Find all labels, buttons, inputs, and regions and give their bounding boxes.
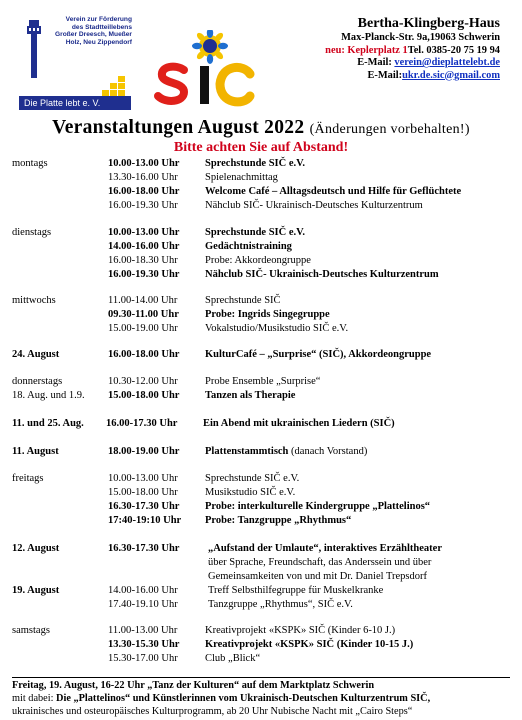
schedule-row xyxy=(0,584,522,598)
event-title: Sprechstunde SIČ e.V. xyxy=(205,473,300,484)
schedule-time: 16.00-18.00 Uhr xyxy=(108,349,180,360)
schedule-day: montags xyxy=(12,158,48,169)
schedule-time: 10.00-13.00 Uhr xyxy=(108,158,180,169)
title-note: (Änderungen vorbehalten!) xyxy=(309,122,470,137)
schedule-event xyxy=(205,652,260,666)
schedule-row xyxy=(0,556,522,570)
schedule-day: 11. und 25. Aug. xyxy=(12,418,84,429)
schedule-row xyxy=(0,268,522,282)
event-title: Kreativprojekt «KSPK» SIČ (Kinder 10-15 J.) xyxy=(205,639,414,650)
schedule-day: mittwochs xyxy=(12,295,56,306)
schedule-event xyxy=(205,624,395,638)
footer-line-3: ukrainisches und osteuropäisches Kulturprogramm, ab 20 Uhr Nubische Nacht mit „Cairo Steps“ xyxy=(12,706,413,717)
event-title: Club „Blick“ xyxy=(205,653,261,664)
footer-line-2 xyxy=(12,692,517,706)
event-title: Probe: Tanzgruppe „Rhythmus“ xyxy=(205,515,352,526)
event-title: Treff Selbsthilfegruppe für Muskelkranke xyxy=(208,585,384,596)
schedule-event xyxy=(205,199,423,213)
footer-divider xyxy=(12,677,510,678)
schedule-time: 13.30-16.00 Uhr xyxy=(108,172,178,183)
schedule-row xyxy=(0,185,522,199)
schedule-event xyxy=(205,254,311,268)
event-title: Spielenachmittag xyxy=(205,172,278,183)
schedule-event xyxy=(205,445,367,459)
org-phone-line xyxy=(296,45,500,58)
schedule-event xyxy=(205,268,439,282)
verein-line: des Stadtteillebens xyxy=(71,23,132,31)
verein-line: Verein zur Förderung xyxy=(65,16,132,23)
verein-text xyxy=(48,16,132,46)
schedule-row xyxy=(0,322,522,336)
verein-line: Holz, Neu Zippendorf xyxy=(65,38,132,46)
schedule-row xyxy=(0,199,522,213)
schedule-time: 13.30-15.30 Uhr xyxy=(108,639,180,650)
schedule-time: 15.30-17.00 Uhr xyxy=(108,653,178,664)
new-address: neu: Keplerplatz 1 xyxy=(325,44,408,56)
schedule-event xyxy=(205,348,431,362)
schedule-row xyxy=(0,472,522,486)
schedule-row xyxy=(0,254,522,268)
schedule-row xyxy=(0,348,522,362)
schedule-event xyxy=(205,294,281,308)
event-title: Sprechstunde SIČ e.V. xyxy=(205,158,305,169)
schedule-time: 17:40-19:10 Uhr xyxy=(108,515,182,526)
schedule-event xyxy=(205,226,305,240)
schedule-event xyxy=(208,570,427,584)
schedule-event xyxy=(203,417,395,431)
schedule-row xyxy=(0,171,522,185)
page-title xyxy=(0,117,522,139)
schedule-row xyxy=(0,500,522,514)
verein-line: Großer Dreesch, Mueßer xyxy=(55,31,132,39)
schedule-row xyxy=(0,445,522,459)
schedule-event xyxy=(205,185,461,199)
org-contact xyxy=(296,16,500,82)
schedule-event xyxy=(205,308,330,322)
schedule-row xyxy=(0,652,522,666)
phone: Tel. 0385-20 75 19 94 xyxy=(407,44,500,56)
event-title: KulturCafé – „Surprise“ (SIČ), Akkordeongruppe xyxy=(205,349,432,360)
event-title: Probe: Ingrids Singegruppe xyxy=(205,309,330,320)
distance-notice: Bitte achten Sie auf Abstand! xyxy=(173,140,349,155)
email-label: E-Mail: xyxy=(367,69,403,81)
footer-bold: Die „Plattelinos“ und Künstlerinnen vom Ukrainisch-Deutschen Kulturzentrum SIČ, xyxy=(56,693,431,704)
schedule-row xyxy=(0,514,522,528)
schedule-time: 14.00-16.00 Uhr xyxy=(108,241,180,252)
event-title: „Aufstand der Umlaute“, interaktives Erzähltheater xyxy=(208,543,442,554)
schedule-day: donnerstags xyxy=(12,376,63,387)
schedule-time: 16.00-19.30 Uhr xyxy=(108,269,180,280)
event-title: Tanzgruppe „Rhythmus“, SIČ e.V. xyxy=(208,599,353,610)
schedule-time: 15.00-19.00 Uhr xyxy=(108,323,178,334)
org-name: Bertha-Klingberg-Haus xyxy=(357,16,500,31)
schedule-day: 12. August xyxy=(12,543,60,554)
schedule-event xyxy=(205,375,320,389)
schedule-day: 24. August xyxy=(12,349,60,360)
schedule-day: 18. Aug. und 1.9. xyxy=(12,390,85,401)
schedule-row xyxy=(0,375,522,389)
schedule-time: 11.00-13.00 Uhr xyxy=(108,625,178,636)
schedule-day: freitags xyxy=(12,473,44,484)
footer-prefix: mit dabei: xyxy=(12,693,57,704)
schedule-time: 16.00-19.30 Uhr xyxy=(108,200,178,211)
schedule-time: 16.00-18.00 Uhr xyxy=(108,186,180,197)
event-title: Nähclub SIČ- Ukrainisch-Deutsches Kulturzentrum xyxy=(205,200,423,211)
schedule-event xyxy=(205,171,278,185)
schedule-time: 10.00-13.00 Uhr xyxy=(108,473,178,484)
schedule-time: 10.30-12.00 Uhr xyxy=(108,376,178,387)
schedule-event xyxy=(205,389,295,403)
event-title: Nähclub SIČ- Ukrainisch-Deutsches Kulturzentrum xyxy=(205,269,439,280)
schedule-day: samstags xyxy=(12,625,50,636)
sic-logo xyxy=(150,30,260,110)
schedule-time: 14.00-16.00 Uhr xyxy=(108,585,178,596)
email-label: E-Mail: xyxy=(357,57,395,68)
event-title: Gedächtnistraining xyxy=(205,241,292,252)
schedule-event xyxy=(205,322,348,336)
event-title: Ein Abend mit ukrainischen Liedern (SIČ) xyxy=(203,418,395,429)
schedule-event xyxy=(205,157,305,171)
schedule-row xyxy=(0,624,522,638)
schedule-row xyxy=(0,417,522,431)
tv-tower-icon xyxy=(26,20,42,80)
event-title: Probe: interkulturelle Kindergruppe „Plattelinos“ xyxy=(205,501,431,512)
event-note: (danach Vorstand) xyxy=(288,446,368,457)
schedule-time: 16.30-17.30 Uhr xyxy=(108,501,180,512)
schedule-event xyxy=(205,514,351,528)
schedule-time: 11.00-14.00 Uhr xyxy=(108,295,178,306)
event-title: Plattenstammtisch xyxy=(205,446,289,457)
schedule-day: dienstags xyxy=(12,227,52,238)
schedule-row xyxy=(0,542,522,556)
email-link-verein[interactable]: verein@dieplattelebt.de xyxy=(394,57,500,68)
event-title: Gemeinsamkeiten von und mit Dr. Daniel Trepsdorf xyxy=(208,571,428,582)
event-title: Probe Ensemble „Surprise“ xyxy=(205,376,321,387)
schedule-row xyxy=(0,598,522,612)
schedule-row xyxy=(0,157,522,171)
event-title: Vokalstudio/Musikstudio SIČ e.V. xyxy=(205,323,349,334)
schedule-time: 15.00-18.00 Uhr xyxy=(108,487,178,498)
schedule-event xyxy=(205,240,292,254)
platte-lebt-label: Die Platte lebt e. V. xyxy=(19,96,131,110)
event-title: über Sprache, Freundschaft, das Anderssein und über xyxy=(208,557,432,568)
schedule-event xyxy=(205,500,430,514)
schedule-row xyxy=(0,226,522,240)
schedule-time: 09.30-11.00 Uhr xyxy=(108,309,179,320)
schedule-time: 15.00-18.00 Uhr xyxy=(108,390,180,401)
schedule-event xyxy=(208,584,383,598)
schedule-time: 16.30-17.30 Uhr xyxy=(108,543,180,554)
title-text: Veranstaltungen August 2022 xyxy=(52,117,305,138)
email-line-2 xyxy=(296,70,500,83)
schedule-time: 16.00-17.30 Uhr xyxy=(106,418,178,429)
schedule-row xyxy=(0,389,522,403)
schedule-event xyxy=(205,486,295,500)
event-title: Welcome Café – Alltagsdeutsch und Hilfe für Geflüchtete xyxy=(205,186,462,197)
event-title: Sprechstunde SIČ xyxy=(205,295,281,306)
schedule-row xyxy=(0,570,522,584)
schedule-row xyxy=(0,308,522,322)
schedule-event xyxy=(208,598,353,612)
event-title: Kreativprojekt «KSPK» SIČ (Kinder 6-10 J.) xyxy=(205,625,396,636)
schedule-event xyxy=(205,638,413,652)
email-line-1 xyxy=(296,57,500,70)
schedule-time: 16.00-18.30 Uhr xyxy=(108,255,178,266)
schedule-day: 11. August xyxy=(12,446,59,457)
event-title: Tanzen als Therapie xyxy=(205,390,296,401)
email-link-sic[interactable]: ukr.de.sic@gmail.com xyxy=(402,69,500,81)
schedule-event xyxy=(208,542,442,556)
event-title: Probe: Akkordeongruppe xyxy=(205,255,311,266)
schedule-row xyxy=(0,486,522,500)
schedule-event xyxy=(205,472,299,486)
schedule-row xyxy=(0,638,522,652)
schedule-time: 17.40-19.10 Uhr xyxy=(108,599,178,610)
footer-line-1: Freitag, 19. August, 16-22 Uhr „Tanz der Kulturen“ auf dem Marktplatz Schwerin xyxy=(12,680,375,691)
yellow-blocks-icon xyxy=(96,76,130,96)
event-title: Sprechstunde SIČ e.V. xyxy=(205,227,305,238)
org-address: Max-Planck-Str. 9a,19063 Schwerin xyxy=(341,32,500,43)
schedule-day: 19. August xyxy=(12,585,60,596)
schedule-time: 18.00-19.00 Uhr xyxy=(108,446,180,457)
event-title: Musikstudio SIČ e.V. xyxy=(205,487,296,498)
schedule-row xyxy=(0,240,522,254)
schedule-row xyxy=(0,294,522,308)
schedule-event xyxy=(208,556,431,570)
schedule-time: 10.00-13.00 Uhr xyxy=(108,227,180,238)
